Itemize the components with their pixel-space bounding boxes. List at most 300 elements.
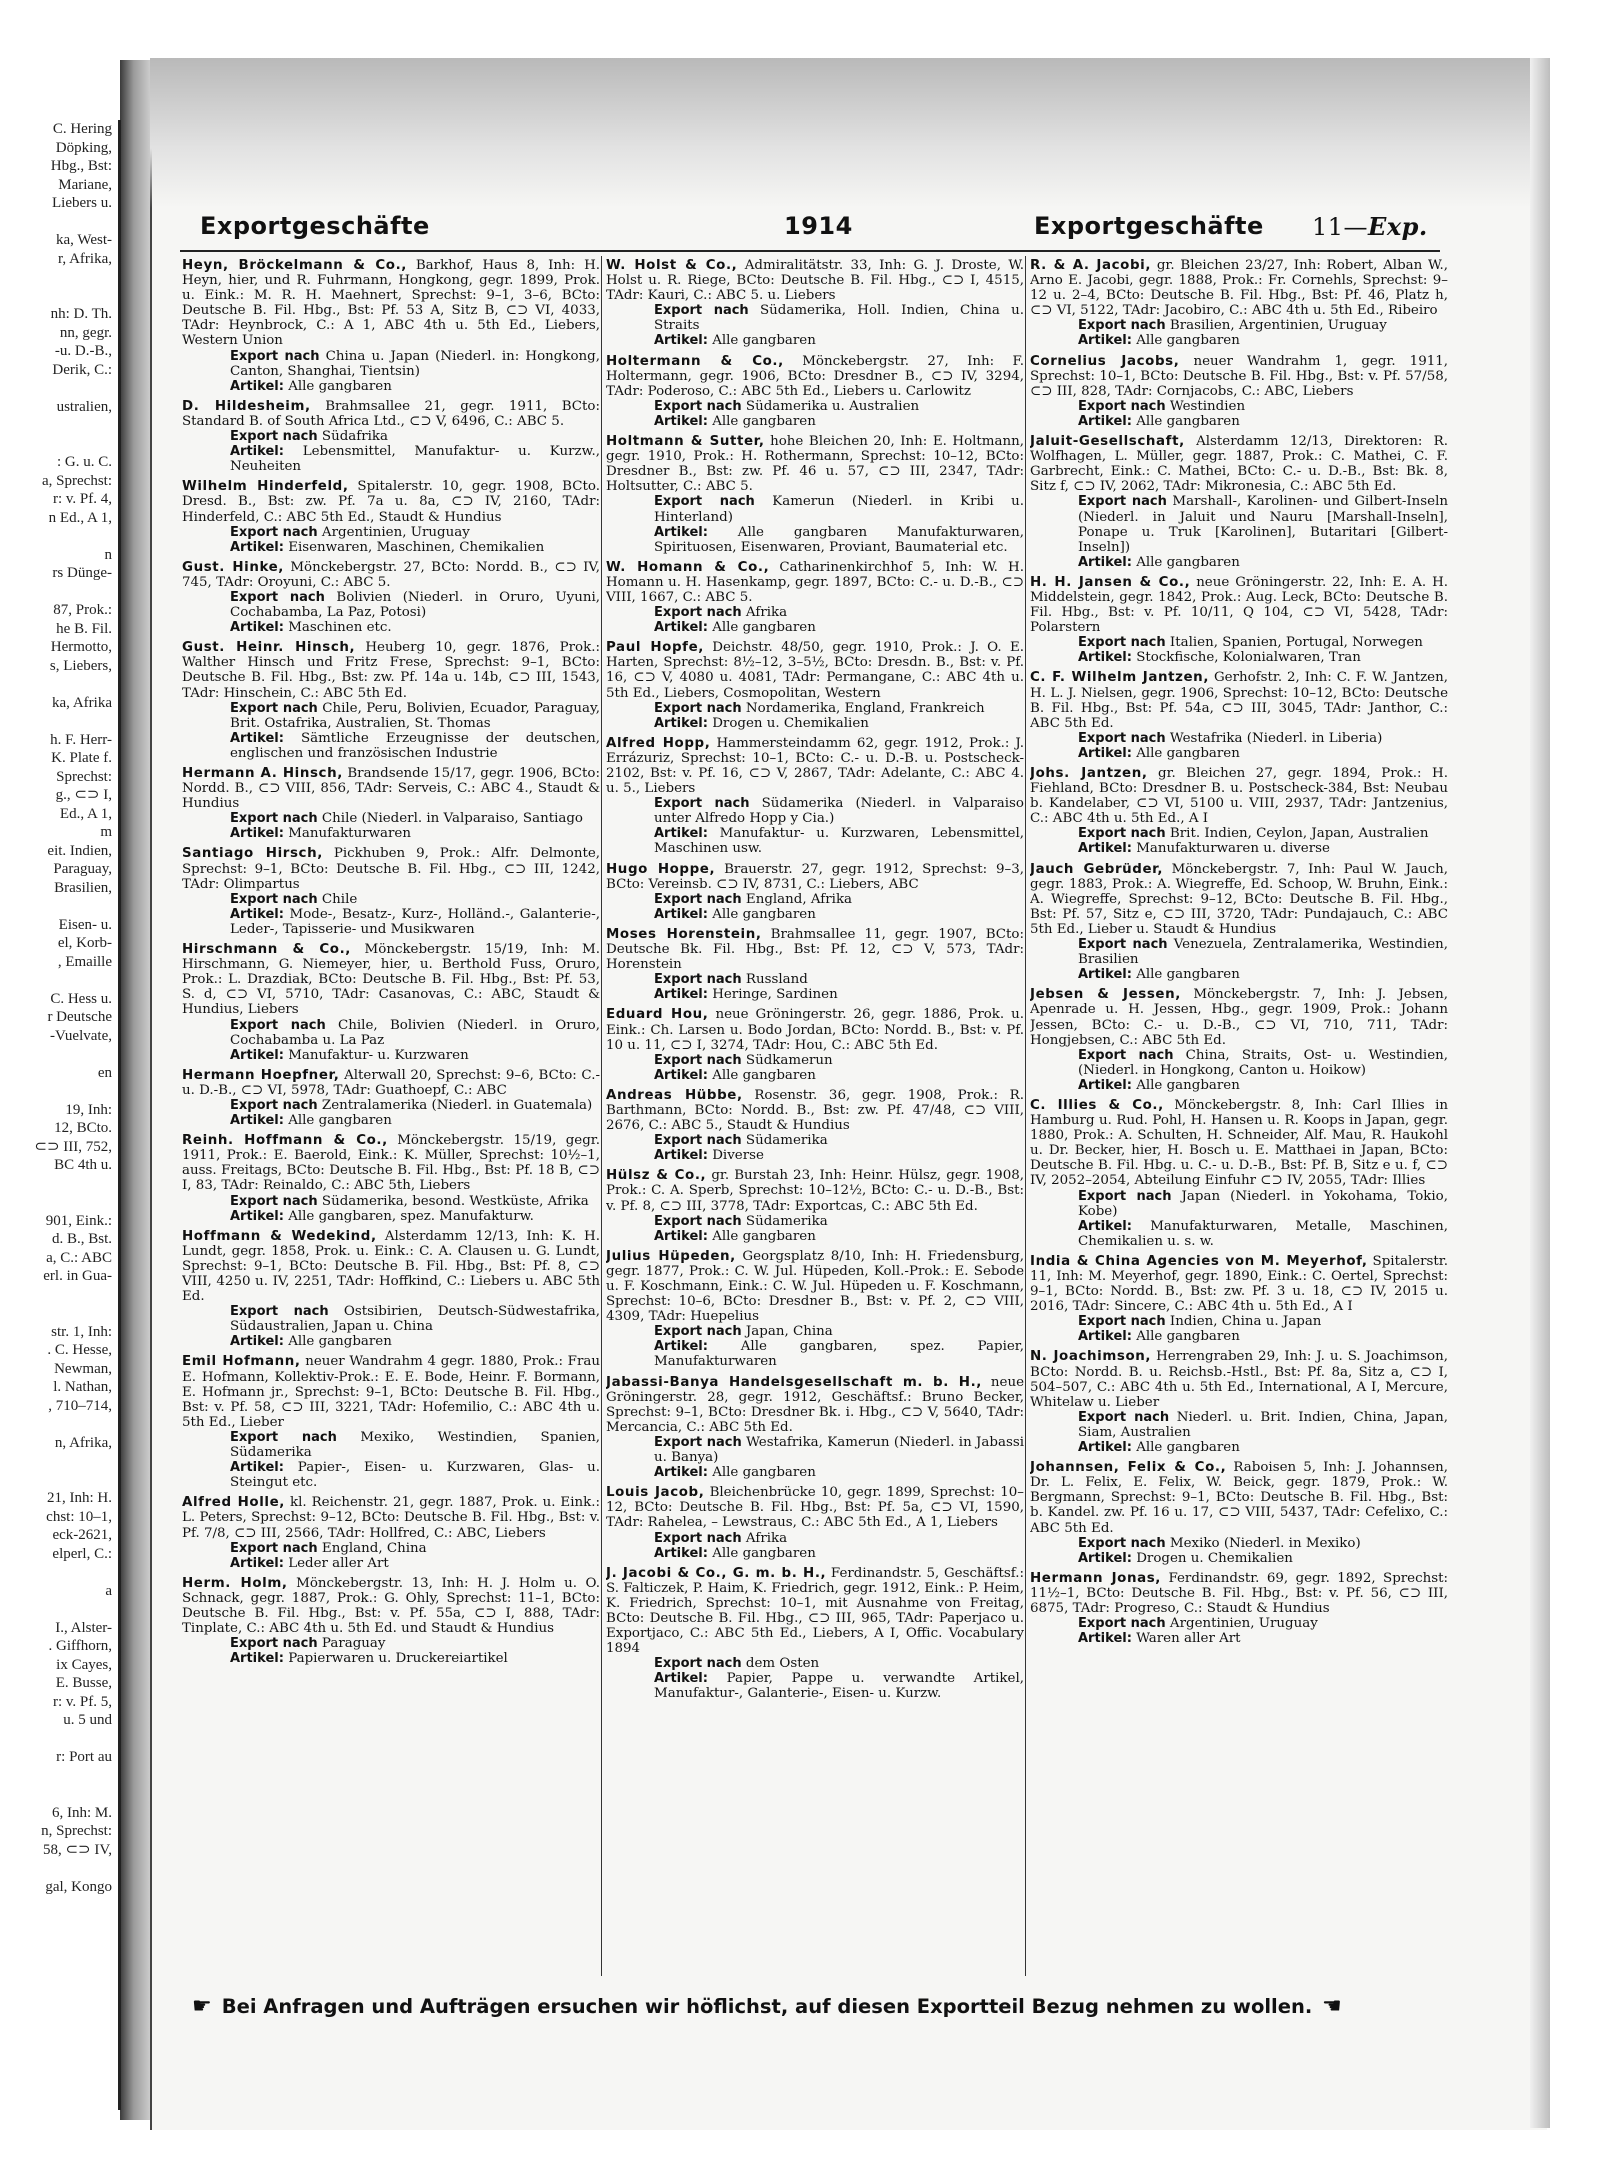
export-destination: Westafrika, Kamerun (Niederl. in Jabassi u. Banya): [654, 1434, 1024, 1466]
directory-entry: [182, 640, 600, 761]
article-goods: Alle gangbaren: [1136, 967, 1240, 983]
article-label: Artikel:: [1078, 1550, 1132, 1566]
left-page-text: Hermotto,: [50, 639, 112, 655]
directory-entry: [1030, 766, 1448, 857]
running-head-year: 1914: [784, 212, 853, 240]
firm-name: Hermann A. Hinsch,: [182, 766, 343, 781]
firm-details: Georgsplatz 8/10, Inh: H. Friedensburg, gegr. 1877, Prok.: C. W. Jul. Hüpeden, Koll.-Prok.: E. Sebode u. F. Koschmann, Eink.: C. W. Jul. Hüpeden u. F. Koschmann, Sprechst: 10–6, BCto: Dresdner B., Bst: v. Pf. 2, ⊂⊃ VIII, 4309, TAdr: Huepelius: [606, 1248, 1024, 1325]
article-line: [654, 987, 1024, 1002]
left-page-text: ka, Afrika: [52, 694, 112, 711]
article-line: [654, 1546, 1024, 1561]
export-label: Export nach: [1078, 635, 1166, 651]
article-label: Artikel:: [230, 906, 284, 922]
directory-entry: [182, 1068, 600, 1128]
export-destination: Venezuela, Zentralamerika, Westindien, Brasilien: [1078, 937, 1448, 968]
export-destination: Argentinien, Uruguay: [321, 524, 470, 540]
article-goods: Alle gangbaren: [712, 1465, 816, 1481]
export-line: [230, 892, 600, 907]
left-page-text: [0, 1730, 118, 1749]
article-label: Artikel:: [230, 1047, 284, 1063]
left-page-text: g., ⊂⊃ I,: [55, 787, 112, 803]
firm-details: Spitalerstr. 11, Inh: M. Meyerhof, gegr. 1890, Eink.: C. Oertel, Sprechst: 9–1, BCto: Nordd. B., Bst: zw. Pf. 3 u. 18, ⊂⊃ IV, 2015 u. 2016, TAdr: Sincere, C.: ABC 4th u. 5th Ed., A I: [1030, 1253, 1448, 1315]
article-line: [1078, 1551, 1448, 1566]
export-label: Export nach: [654, 1434, 742, 1450]
left-page-text: d. B., Bst.: [51, 1231, 112, 1247]
firm-name: Hirschmann & Co.,: [182, 942, 351, 958]
article-line: [230, 540, 600, 555]
left-page-text: 58, ⊂⊃ IV,: [42, 1841, 112, 1858]
firm-details: Mönckebergstr. 13, Inh: H. J. Holm u. O. Schnack, gegr. 1887, Prok.: G. Ohly, Sprechst: 11–1, BCto: Deutsche B. Fil. Hbg., Bst: v. Pf. 55a, ⊂⊃ I, 888, TAdr: Tinplate, C.: ABC 4th u. 5th Ed. und Staudt & Hundius: [182, 1575, 600, 1637]
firm-details: neue Gröningerstr. 28, gegr. 1912, Geschäftsf.: Bruno Becker, Sprechst: 9–1, BCto: Dresdner Bk. i. Hbg., ⊂⊃ V, 5640, TAdr: Mercancia, C.: ABC 5th Ed.: [606, 1374, 1024, 1435]
article-goods: Alle gangbaren: [1136, 745, 1240, 761]
article-line: [230, 1556, 600, 1571]
left-page-text: Mariane,: [58, 176, 112, 193]
left-page-fragment: [0, 120, 121, 2110]
article-goods: Alle gangbaren: [1136, 554, 1240, 570]
firm-details: Mönckebergstr. 27, Inh: F. Holtermann, gegr. 1906, BCto: Dresdner B., ⊂⊃ IV, 3294, TAdr: Poderoso, C.: ABC 5th Ed., Liebers u. Carlowitz: [606, 353, 1024, 399]
firm-name: Gust. Heinr. Hinsch,: [182, 640, 356, 656]
left-page-text: I., Alster-: [55, 1619, 112, 1636]
export-destination: Russland: [745, 972, 808, 988]
article-line: [230, 907, 600, 937]
export-destination: Afrika: [745, 1530, 788, 1546]
left-page-text: Newman,: [54, 1360, 112, 1377]
directory-entry: [182, 479, 600, 554]
article-line: [654, 907, 1024, 922]
export-line: [654, 1531, 1024, 1546]
export-destination: Afrika: [745, 605, 788, 621]
firm-name: W. Holst & Co.,: [606, 258, 738, 273]
directory-entry: [182, 766, 600, 841]
export-line: [230, 590, 600, 620]
export-destination: Südamerika, besond. Westküste, Afrika: [321, 1193, 589, 1209]
article-line: [230, 1209, 600, 1224]
article-goods: Alle gangbaren, spez. Manufakturw.: [288, 1208, 534, 1224]
firm-details: Brahmsallee 21, gegr. 1911, BCto: Standard B. of South Africa Ltd., ⊂⊃ V, 6496, C.: ABC 5.: [182, 398, 600, 429]
article-goods: Alle gangbaren: [712, 1228, 816, 1244]
export-label: Export nach: [654, 398, 742, 414]
left-page-text: [0, 1286, 118, 1305]
column-1: [182, 258, 600, 1973]
firm-name: Jauch Gebrüder,: [1030, 861, 1164, 877]
export-line: [230, 429, 600, 444]
left-page-text: Paraguay,: [53, 861, 112, 877]
article-label: Artikel:: [1078, 413, 1132, 429]
firm-name: Hermann Jonas,: [1030, 1570, 1161, 1586]
export-destination: Chile, Bolivien (Niederl. in Oruro, Cochabamba u. La Paz: [230, 1017, 600, 1048]
export-label: Export nach: [1078, 937, 1168, 953]
directory-entry: [182, 258, 600, 394]
left-page-text: [0, 1563, 118, 1582]
left-page-text: 6, Inh: M.: [52, 1804, 112, 1821]
article-goods: Alle gangbaren: [712, 1067, 816, 1083]
firm-details: gr. Bleichen 23/27, Inh: Robert, Alban W., Arno E. Jacobi, gegr. 1888, Prok.: Fr. Cornehls, Sprechst: 9–12 u. 2–4, BCto: Deutsche B. Fil. Hbg., Bst: Pf. 46, Platz h, ⊂⊃ VI, 5122, TAdr: Jacobiro, C.: ABC 4th u. 5th Ed., Ribeiro: [1030, 258, 1448, 319]
export-line: [1078, 1410, 1448, 1440]
directory-entry: [606, 1088, 1024, 1163]
article-line: [1078, 650, 1448, 665]
article-label: Artikel:: [230, 1113, 284, 1129]
firm-name: R. & A. Jacobi,: [1030, 258, 1152, 273]
article-label: Artikel:: [1078, 967, 1132, 983]
export-destination: Chile: [321, 891, 358, 907]
left-page-text: 21, Inh: H.: [47, 1490, 112, 1506]
article-goods: Manufaktur- u. Kurzwaren: [288, 1047, 469, 1063]
left-page-text: str. 1, Inh:: [51, 1323, 112, 1340]
export-destination: Marshall-, Karolinen- und Gilbert-Inseln (Niederl. in Jaluit und Nauru [Marshall-Inseln], Ponape u. Truk [Karolinen], Butaritari [Gilbert-Inseln]): [1078, 494, 1448, 555]
directory-entry: [182, 846, 600, 937]
firm-details: Bleichenbrücke 10, gegr. 1899, Sprechst: 10–12, BCto: Deutsche B. Fil. Hbg., Bst: Pf. 5a, ⊂⊃ VI, 1590, TAdr: Rahelea, – Lewstraus, C.: ABC 5th Ed., A 1, Liebers: [606, 1485, 1024, 1531]
export-label: Export nach: [230, 429, 318, 445]
article-label: Artikel:: [654, 1228, 708, 1244]
pointing-hand-icon: ☛: [1322, 1993, 1342, 2019]
directory-entry: [1030, 1098, 1448, 1249]
left-page-text: Brasilien,: [54, 879, 112, 896]
directory-entry: [606, 862, 1024, 922]
export-destination: Nordamerika, England, Frankreich: [745, 700, 985, 716]
export-label: Export nach: [230, 1429, 337, 1445]
left-page-text: l. Nathan,: [53, 1379, 112, 1395]
article-label: Artikel:: [654, 1148, 708, 1164]
export-line: [1078, 937, 1448, 967]
firm-name: Johannsen, Felix & Co.,: [1030, 1460, 1227, 1476]
export-label: Export nach: [230, 700, 318, 716]
article-label: Artikel:: [654, 333, 708, 349]
export-label: Export nach: [654, 700, 742, 716]
directory-entry: [606, 1375, 1024, 1481]
export-line: [654, 1324, 1024, 1339]
footer-notice: [192, 1992, 1452, 2020]
export-line: [654, 1435, 1024, 1465]
page-shadow: [150, 58, 1545, 208]
article-label: Artikel:: [654, 1067, 708, 1083]
article-line: [654, 1339, 1024, 1369]
firm-details: Mönckebergstr. 27, BCto: Nordd. B., ⊂⊃ IV, 745, TAdr: Oroyuni, C.: ABC 5.: [182, 559, 600, 590]
directory-entry: [1030, 987, 1448, 1093]
directory-entry: [1030, 575, 1448, 666]
directory-entry: [606, 1566, 1024, 1702]
left-page-text: C. Hering: [52, 121, 112, 137]
left-page-text: [0, 1859, 118, 1878]
export-label: Export nach: [654, 796, 750, 812]
export-label: Export nach: [654, 1530, 742, 1546]
export-line: [1078, 731, 1448, 746]
article-goods: Papier, Pappe u. verwandte Artikel, Manufaktur-, Galanterie-, Eisen- u. Kurzw.: [654, 1671, 1024, 1702]
article-goods: Manufaktur- u. Kurzwaren, Lebensmittel, Maschinen usw.: [654, 826, 1024, 857]
firm-details: Alsterdamm 12/13, Direktoren: R. Wolfhagen, L. Müller, gegr. 1887, Prok.: C. Mathei, C. F. Garbrecht, Eink.: C. Mathei, BCto: C.- u. D.-B., Bst: Bk. 8, Sitz f, ⊂⊃ IV, 2062, TAdr: Mikronesia, C.: ABC 5th Ed.: [1030, 434, 1448, 495]
firm-name: C. F. Wilhelm Jantzen,: [1030, 670, 1210, 686]
export-line: [230, 1304, 600, 1334]
export-line: [1078, 1616, 1448, 1631]
article-goods: Lebensmittel, Manufaktur- u. Kurzw., Neuheiten: [230, 444, 600, 475]
firm-name: India & China Agencies von M. Meyerhof,: [1030, 1253, 1368, 1269]
firm-name: Jebsen & Jessen,: [1030, 987, 1181, 1003]
export-destination: Südafrika: [321, 429, 389, 445]
firm-name: Moses Horenstein,: [606, 926, 762, 942]
directory-entry: [1030, 1254, 1448, 1345]
article-line: [1078, 1329, 1448, 1344]
firm-details: Rosenstr. 36, gegr. 1908, Prok.: R. Barthmann, BCto: Nordd. B., Bst: zw. Pf. 47/48, ⊂⊃ VIII, 2676, C.: ABC 5., Staudt & Hundius: [606, 1087, 1024, 1134]
left-page-text: [0, 379, 118, 398]
article-line: [230, 1048, 600, 1063]
pointing-hand-icon: ☛: [192, 1993, 212, 2019]
firm-name: Gust. Hinke,: [182, 559, 284, 575]
left-page-text: erl. in Gua-: [43, 1268, 112, 1284]
left-page-text: -u. D.-B.,: [54, 343, 112, 359]
left-page-text: 87, Prok.:: [53, 602, 112, 618]
article-line: [654, 1068, 1024, 1083]
article-goods: Alle gangbaren: [1136, 1077, 1240, 1093]
export-line: [654, 972, 1024, 987]
export-label: Export nach: [230, 1097, 318, 1113]
export-line: [230, 1636, 600, 1651]
left-page-text: gal, Kongo: [45, 1878, 112, 1895]
export-destination: Ostsibirien, Deutsch-Südwestafrika, Südaustralien, Japan u. China: [230, 1304, 600, 1335]
left-page-text: ustralien,: [56, 398, 112, 415]
export-line: [654, 399, 1024, 414]
article-line: [654, 826, 1024, 856]
firm-details: Brandsende 15/17, gegr. 1906, BCto: Nordd. B., ⊂⊃ VIII, 856, TAdr: Serveis, C.: ABC 4., Staudt & Hundius: [182, 766, 600, 812]
export-line: [230, 525, 600, 540]
export-line: [230, 1541, 600, 1556]
article-label: Artikel:: [230, 1334, 284, 1350]
directory-entry: [1030, 1460, 1448, 1566]
firm-details: Ferdinandstr. 69, gegr. 1892, Sprechst: 11½–1, BCto: Deutsche B. Fil. Hbg., Bst: v. Pf. 56, ⊂⊃ III, 6875, TAdr: Progreso, C.: Staudt & Hundius: [1030, 1570, 1448, 1616]
article-line: [654, 1671, 1024, 1701]
directory-entry: [1030, 862, 1448, 983]
firm-name: Hoffmann & Wedekind,: [182, 1228, 377, 1244]
left-page-text: a: [105, 1582, 112, 1599]
article-label: Artikel:: [230, 730, 284, 746]
export-label: Export nach: [1078, 826, 1166, 842]
article-goods: Alle gangbaren: [712, 413, 816, 429]
left-page-text: [0, 268, 118, 287]
directory-entry: [1030, 434, 1448, 570]
left-page-text: eck-2621,: [52, 1527, 112, 1543]
article-line: [1078, 841, 1448, 856]
directory-entry: [606, 736, 1024, 857]
article-label: Artikel:: [1078, 1631, 1132, 1647]
firm-details: Mönckebergstr. 15/19, gegr. 1911, Prok.: E. Baerold, Eink.: K. Müller, Sprechst: 10½–1, auss. Freitags, BCto: Deutsche B. Fil. Hbg., Bst: Pf. 18 B, ⊂⊃ I, 83, TAdr: Reinaldo, C.: ABC 5th, Liebers: [182, 1133, 600, 1194]
directory-entry: [606, 1007, 1024, 1082]
firm-details: Mönckebergstr. 7, Inh: Paul W. Jauch, gegr. 1883, Prok.: A. Wiegreffe, Ed. Schoop, W. Bruhn, Eink.: A. Wiegreffe, Sprechst: 9–12, BCto: Deutsche B. Fil. Hbg., Bst: Pf. 57, Sitz e, ⊂⊃ III, 3720, TAdr: Pundajauch, C.: ABC 5th Ed., Lieber u. Staudt & Hundius: [1030, 861, 1448, 937]
article-goods: Papier-, Eisen- u. Kurzwaren, Glas- u. Steingut etc.: [230, 1460, 600, 1491]
article-line: [654, 716, 1024, 731]
firm-name: Holtmann & Sutter,: [606, 434, 765, 450]
export-label: Export nach: [1078, 1409, 1170, 1425]
export-label: Export nach: [1078, 494, 1167, 510]
left-page-text: [0, 416, 118, 435]
firm-details: Hammersteindamm 62, gegr. 1912, Prok.: J. Errázuriz, Sprechst: 10–1, BCto: C.- u. D.-B. u. Postscheck-2102, Bst: v. Pf. 16, ⊂⊃ V, 2867, TAdr: Adelante, C.: ABC 4. u. 5., Liebers: [606, 735, 1024, 797]
export-line: [230, 349, 600, 379]
left-page-text: s, Liebers,: [49, 657, 112, 674]
article-label: Artikel:: [1078, 1329, 1132, 1345]
export-label: Export nach: [230, 524, 318, 540]
export-label: Export nach: [654, 1656, 742, 1672]
directory-entry: [1030, 1349, 1448, 1455]
left-page-text: Ed., A 1,: [59, 805, 112, 822]
export-line: [230, 1098, 600, 1113]
article-goods: Alle gangbaren Manufakturwaren, Spirituosen, Eisenwaren, Proviant, Baumaterial etc.: [654, 524, 1024, 555]
article-goods: Waren aller Art: [1136, 1631, 1241, 1647]
column-2: [606, 258, 1024, 1973]
column-divider: [1025, 256, 1026, 1976]
export-destination: England, China: [321, 1540, 427, 1556]
article-label: Artikel:: [1078, 1077, 1132, 1093]
export-destination: Mexiko (Niederl. in Mexiko): [1169, 1535, 1361, 1551]
directory-entry: [606, 1249, 1024, 1370]
export-line: [1078, 399, 1448, 414]
export-label: Export nach: [230, 1540, 318, 1556]
left-page-text: n, Sprechst:: [41, 1823, 112, 1839]
article-label: Artikel:: [1078, 554, 1132, 570]
export-label: Export nach: [230, 1193, 318, 1209]
article-label: Artikel:: [654, 906, 708, 922]
left-page-text: en: [97, 1064, 112, 1081]
directory-entry: [606, 434, 1024, 555]
article-goods: Alle gangbaren: [288, 1113, 392, 1129]
article-goods: Alle gangbaren: [1136, 1440, 1240, 1456]
export-line: [654, 494, 1024, 524]
left-page-text: Hbg., Bst:: [50, 158, 112, 174]
export-line: [654, 1214, 1024, 1229]
directory-entry: [606, 354, 1024, 429]
column-3: [1030, 258, 1448, 1973]
article-goods: Alle gangbaren: [712, 1545, 816, 1561]
firm-details: Alterwall 20, Sprechst: 9–6, BCto: C.- u. D.-B., ⊂⊃ VI, 5978, TAdr: Guathoepf, C.: ABC: [182, 1067, 600, 1098]
article-line: [654, 414, 1024, 429]
directory-entry: [606, 258, 1024, 349]
left-page-text: [0, 1471, 118, 1490]
export-line: [1078, 318, 1448, 333]
firm-details: Admiralitätstr. 33, Inh: G. J. Droste, W. Holst u. R. Riege, BCto: Deutsche B. Fil. Hbg., ⊂⊃ I, 4515, TAdr: Kauri, C.: ABC 5. u. Liebers: [606, 258, 1024, 304]
left-page-text: ka, West-: [55, 232, 112, 248]
export-destination: Bolivien (Niederl. in Oruro, Uyuni, Cochabamba, La Paz, Potosi): [230, 589, 600, 621]
export-line: [654, 303, 1024, 333]
directory-entry: [1030, 354, 1448, 429]
article-line: [1078, 555, 1448, 570]
left-page-text: [0, 971, 118, 990]
directory-entry: [1030, 258, 1448, 349]
export-line: [654, 605, 1024, 620]
left-page-text: E. Busse,: [55, 1675, 112, 1691]
left-page-text: chst: 10–1,: [46, 1508, 112, 1525]
left-page-text: r: Port au: [56, 1749, 112, 1765]
article-label: Artikel:: [1078, 333, 1132, 349]
export-line: [230, 1430, 600, 1460]
export-destination: Italien, Spanien, Portugal, Norwegen: [1169, 635, 1423, 651]
firm-name: Hugo Hoppe,: [606, 861, 716, 877]
export-label: Export nach: [230, 1636, 318, 1652]
article-line: [230, 1651, 600, 1666]
export-line: [654, 1656, 1024, 1671]
left-page-text: [0, 1082, 118, 1101]
directory-entry: [182, 1576, 600, 1667]
export-destination: Indien, China u. Japan: [1169, 1314, 1322, 1330]
export-destination: Brasilien, Argentinien, Uruguay: [1169, 318, 1387, 334]
directory-entry: [182, 1495, 600, 1570]
page-edge: [1530, 58, 1550, 2128]
left-page-text: he B. Fil.: [56, 620, 112, 637]
article-label: Artikel:: [1078, 650, 1132, 666]
left-page-text: [0, 213, 118, 232]
left-page-text: , Emaille: [57, 953, 112, 970]
export-line: [1078, 1536, 1448, 1551]
firm-details: Alsterdamm 12/13, Inh: K. H. Lundt, gegr. 1858, Prok. u. Eink.: C. A. Clausen u. G. Lundt, Sprechst: 9–1, BCto: Deutsche B. Fil. Hbg., Bst: Pf. 8, ⊂⊃ VIII, 4250 u. IV, 2251, TAdr: Hoffkind, C.: Liebers u. ABC 5th Ed.: [182, 1228, 600, 1305]
article-line: [654, 1465, 1024, 1480]
export-label: Export nach: [654, 1324, 742, 1340]
firm-name: Santiago Hirsch,: [182, 846, 323, 862]
article-line: [1078, 1219, 1448, 1249]
left-page-text: m: [100, 824, 112, 840]
article-label: Artikel:: [1078, 841, 1132, 857]
left-page-text: [0, 1304, 118, 1323]
export-label: Export nach: [1078, 1535, 1166, 1551]
article-line: [1078, 967, 1448, 982]
export-label: Export nach: [654, 303, 749, 319]
firm-details: Raboisen 5, Inh: J. Johannsen, Dr. L. Felix, E. Felix, W. Beick, gegr. 1879, Prok.: W. Bergmann, Sprechst: 9–1, BCto: Deutsche B. Fil. Hbg., Bst: b. Kandel. zw. Pf. 16 u. 17, ⊂⊃ VIII, 5437, TAdr: Cefelixo, C.: ABC 5th Ed.: [1030, 1460, 1448, 1536]
firm-name: N. Joachimson,: [1030, 1349, 1152, 1365]
export-label: Export nach: [654, 1213, 742, 1229]
article-label: Artikel:: [230, 539, 284, 555]
export-line: [1078, 826, 1448, 841]
firm-name: Paul Hopfe,: [606, 640, 704, 656]
left-page-text: a, Sprechst:: [42, 472, 112, 489]
article-label: Artikel:: [1078, 745, 1132, 761]
firm-name: Jabassi-Banya Handelsgesellschaft m. b. H.,: [606, 1374, 982, 1390]
export-label: Export nach: [230, 891, 318, 907]
article-line: [230, 826, 600, 841]
export-line: [654, 1053, 1024, 1068]
firm-details: Mönckebergstr. 8, Inh: Carl Illies in Hamburg u. Rud. Pohl, H. Hansen u. R. Koops in Japan, gegr. 1880, Prok.: A. Schulten, H. Schneider, Alf. Mau, R. Haukohl u. Dr. Becker, hier, H. Bosch u. E. Matthaei in Japan, BCto: Deutsche B. Fil. Hbg. u. C.- u. D.-B., Bst: Pf. B, Sitz e u. f, ⊂⊃ IV, 2052–2054, Abteilung Einfuhr ⊂⊃ IV, 2055, TAdr: Illies: [1030, 1097, 1448, 1189]
article-goods: Alle gangbaren: [712, 906, 816, 922]
firm-name: Andreas Hübbe,: [606, 1087, 743, 1103]
left-page-text: K. Plate f.: [51, 750, 112, 766]
left-page-text: [0, 435, 118, 454]
left-page-text: [0, 897, 118, 916]
left-page-text: Eisen- u.: [58, 916, 112, 933]
article-line: [230, 379, 600, 394]
export-destination: Zentralamerika (Niederl. in Guatemala): [321, 1097, 593, 1113]
firm-name: Herm. Holm,: [182, 1575, 288, 1591]
export-destination: Paraguay: [321, 1636, 386, 1652]
article-goods: Sämtliche Erzeugnisse der deutschen, englischen und französischen Industrie: [230, 730, 600, 761]
export-line: [1078, 635, 1448, 650]
article-goods: Alle gangbaren: [288, 1334, 392, 1350]
firm-details: Mönckebergstr. 15/19, Inh: M. Hirschmann, G. Niemeyer, hier, u. Berthold Fuss, Oruro, Prok.: L. Drazdiak, BCto: Deutsche B. Fil. Hbg., Bst: Pf. 53, S. d, ⊂⊃ VI, 5710, TAdr: Casanovas, C.: ABC, Staudt & Hundius, Liebers: [182, 942, 600, 1018]
export-label: Export nach: [1078, 318, 1166, 334]
left-page-text: rs Dünge-: [52, 565, 112, 581]
firm-name: Hermann Hoepfner,: [182, 1067, 340, 1083]
article-line: [230, 1334, 600, 1349]
firm-details: Catharinenkirchhof 5, Inh: W. H. Homann u. H. Hasenkamp, gegr. 1897, BCto: C.- u. D.-B., ⊂⊃ VIII, 1667, C.: ABC 5.: [606, 559, 1024, 605]
article-line: [1078, 414, 1448, 429]
firm-name: H. H. Jansen & Co.,: [1030, 574, 1191, 590]
left-page-text: [0, 1600, 118, 1619]
directory-entry: [1030, 1571, 1448, 1646]
left-page-text: el, Korb-: [57, 935, 112, 951]
export-label: Export nach: [1078, 1047, 1174, 1063]
firm-details: gr. Burstah 23, Inh: Heinr. Hülsz, gegr. 1908, Prok.: C. A. Sperb, Sprechst: 10–12½, BCto: C.- u. D.-B., Bst: v. Pf. 8, ⊂⊃ III, 3778, TAdr: Exportcas, C.: ABC 5th Ed.: [606, 1168, 1024, 1214]
export-destination: Südamerika (Niederl. in Valparaiso unter Alfredo Hopp y Cia.): [654, 796, 1024, 827]
export-destination: Südamerika: [745, 1133, 828, 1149]
article-label: Artikel:: [1078, 1440, 1132, 1456]
export-destination: Japan, China: [745, 1324, 833, 1340]
firm-details: Brauerstr. 27, gegr. 1912, Sprechst: 9–3, BCto: Vereinsb. ⊂⊃ IV, 8731, C.: Liebers, ABC: [606, 861, 1024, 892]
firm-details: Ferdinandstr. 5, Geschäftsf.: S. Falticzek, P. Haim, K. Friedrich, gegr. 1912, Eink.: P. Heim, K. Friedrich, Sprechst: 10–1, mit Ausnahme von Freitag, BCto: Deutsche B. Fil. Hbg., ⊂⊃ III, 965, TAdr: Paperjaco u. Exportjaco, C.: ABC 5th Ed., Liebers, A I, Offic. Vocabulary 1894: [606, 1565, 1024, 1657]
article-label: Artikel:: [654, 413, 708, 429]
export-destination: dem Osten: [745, 1656, 820, 1672]
firm-details: Barkhof, Haus 8, Inh: H. Heyn, hier, und R. Fuhrmann, Hongkong, gegr. 1899, Prok. u. Eink.: M. R. H. Maehnert, Sprechst: 9–1, 3–6, BCto: Deutsche B. Fil. Hbg., Bst: Pf. 53 A, Sitz B, ⊂⊃ VI, 4033, TAdr: Heynbrock, C.: A 1, ABC 4th u. 5th Ed., Liebers, Western Union: [182, 258, 600, 349]
